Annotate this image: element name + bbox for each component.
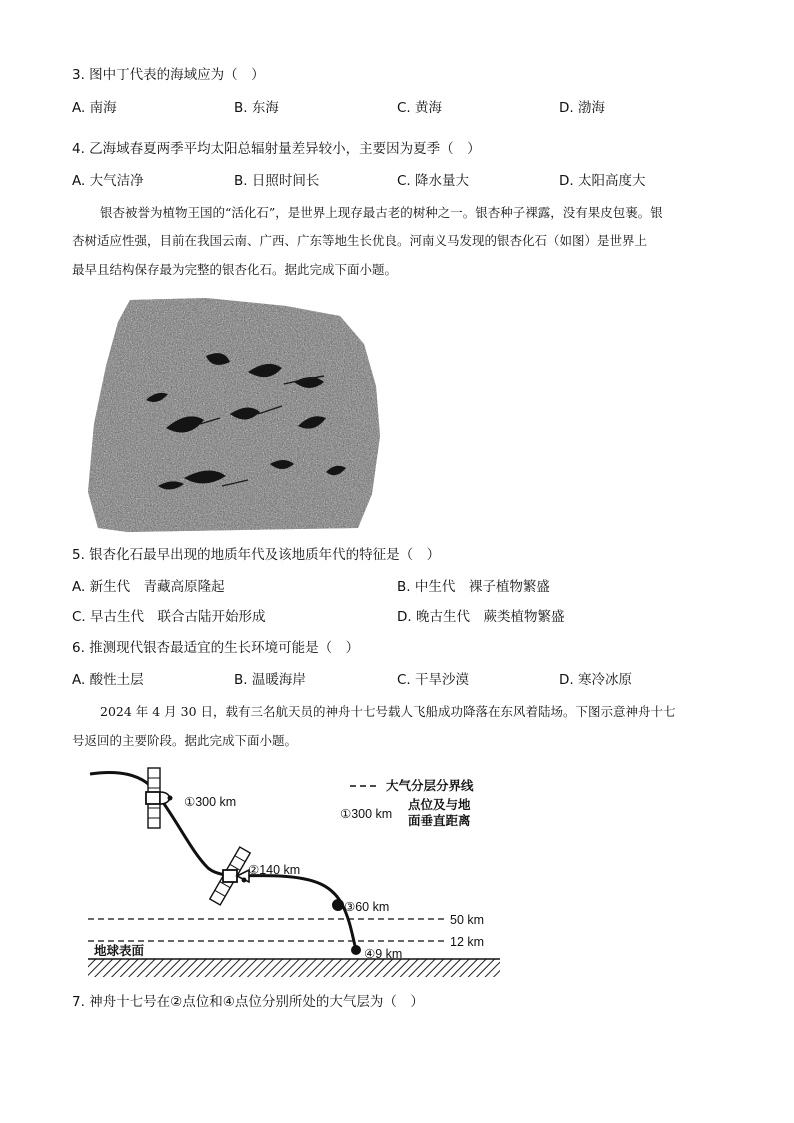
ginkgo-passage-line-3: 最早且结构保存最为完整的银杏化石。据此完成下面小题。	[72, 262, 398, 277]
question-4-option-d: D. 太阳高度大	[559, 173, 646, 189]
question-5-option-b: B. 中生代 裸子植物繁盛	[397, 579, 550, 595]
ginkgo-passage-line-2: 杏树适应性强，目前在我国云南、广西、广东等地生长优良。河南义马发现的银杏化石（如图）是世界上	[72, 233, 648, 248]
point-3-label: ③60 km	[344, 900, 390, 914]
question-3-option-d: D. 渤海	[559, 100, 605, 116]
point-2-label: ②140 km	[248, 863, 301, 877]
question-4-option-c: C. 降水量大	[397, 173, 470, 189]
ground-hatch	[88, 959, 500, 977]
question-6-option-d: D. 寒冷冰原	[559, 672, 632, 688]
question-3-option-b: B. 东海	[234, 100, 279, 116]
question-4-option-b: B. 日照时间长	[234, 173, 320, 189]
question-4-stem: 4. 乙海域春夏两季平均太阳总辐射量差异较小，主要因为夏季（ ）	[72, 141, 481, 157]
capsule-point-2	[210, 847, 250, 905]
question-5-option-a: A. 新生代 青藏高原隆起	[72, 579, 225, 595]
legend-sample-label: ①300 km	[340, 807, 393, 821]
question-6-option-b: B. 温暖海岸	[234, 672, 306, 688]
legend-desc-line-1: 点位及与地	[408, 798, 471, 812]
question-3-option-c: C. 黄海	[397, 100, 443, 116]
ginkgo-passage	[72, 204, 724, 277]
shenzhou-passage-line-2: 号返回的主要阶段。据此完成下面小题。	[72, 733, 298, 748]
diagram-legend	[340, 778, 474, 828]
ground-label: 地球表面	[94, 944, 145, 958]
point-4-marker	[351, 945, 361, 955]
question-7-stem: 7. 神舟十七号在②点位和④点位分别所处的大气层为（ ）	[72, 994, 424, 1010]
point-1-label: ①300 km	[184, 795, 237, 809]
point-4-label: ④9 km	[364, 947, 403, 961]
shenzhou-passage-line-1: 2024 年 4 月 30 日，载有三名航天员的神舟十七号载人飞船成功降落在东风着陆场。下图示意神舟十七	[100, 704, 676, 719]
point-3-marker	[332, 899, 344, 911]
boundary-12km-label: 12 km	[450, 935, 485, 949]
question-3-option-a: A. 南海	[72, 100, 117, 116]
legend-desc-line-2: 面垂直距离	[408, 814, 471, 828]
ginkgo-fossil-image	[88, 296, 380, 532]
boundary-50km-label: 50 km	[450, 913, 485, 927]
shenzhou-descent-diagram	[80, 762, 510, 984]
question-6-stem: 6. 推测现代银杏最适宜的生长环境可能是（ ）	[72, 640, 360, 656]
question-6-option-c: C. 干旱沙漠	[397, 672, 470, 688]
question-4-option-a: A. 大气洁净	[72, 173, 144, 189]
legend-dash-label: 大气分层分界线	[386, 779, 474, 793]
question-5-option-c: C. 早古生代 联合古陆开始形成	[72, 609, 266, 625]
question-6-option-a: A. 酸性土层	[72, 672, 144, 688]
question-5-stem: 5. 银杏化石最早出现的地质年代及该地质年代的特征是（ ）	[72, 547, 441, 563]
ginkgo-passage-line-1: 银杏被誉为植物王国的“活化石”，是世界上现存最古老的树种之一。银杏种子裸露，没有果皮包裹。银	[100, 205, 663, 220]
shenzhou-passage	[72, 703, 724, 749]
question-3-stem: 3. 图中丁代表的海域应为（ ）	[72, 67, 265, 83]
question-5-option-d: D. 晚古生代 蕨类植物繁盛	[397, 609, 565, 625]
capsule-point-1	[146, 768, 173, 828]
